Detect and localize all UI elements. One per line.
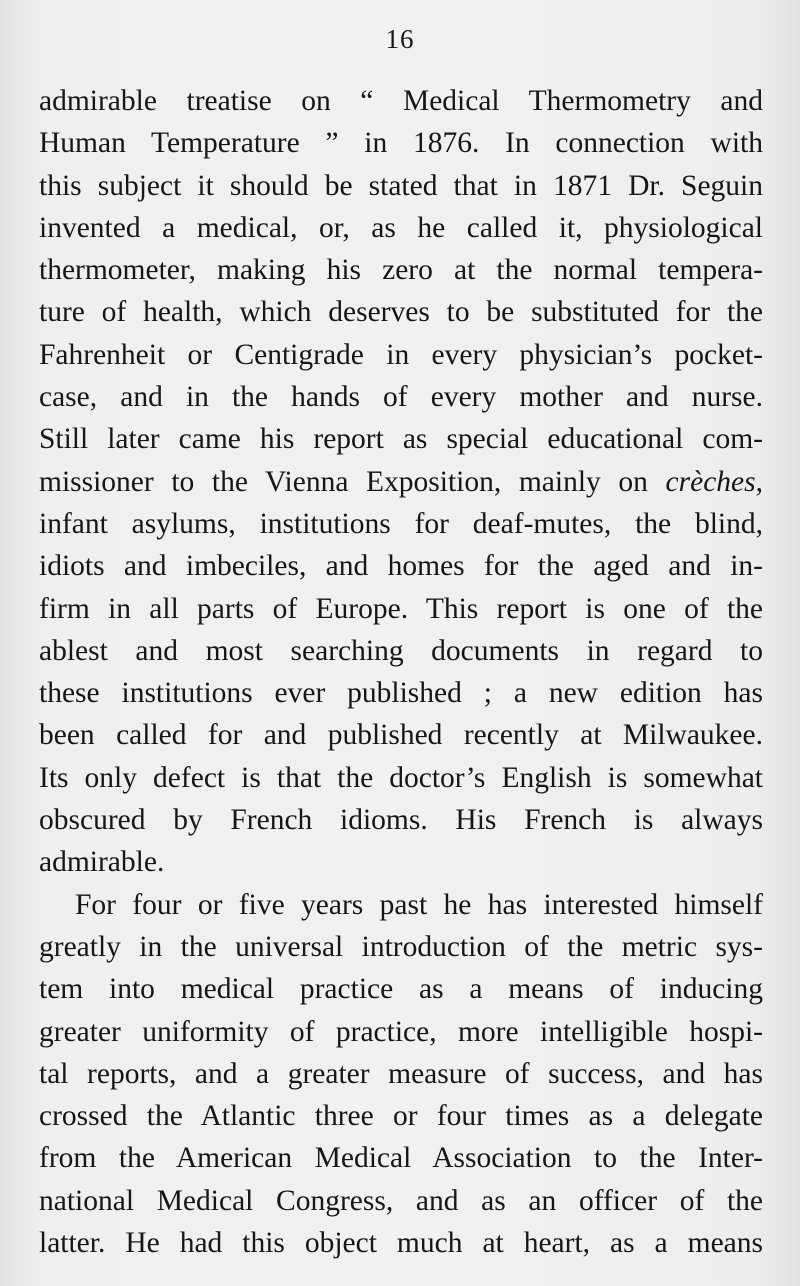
text-line: firm in all parts of Europe. This report is one of the [39, 592, 763, 625]
text-line: from the American Medical Association to the Inter- [39, 1142, 763, 1175]
paragraph-2 [39, 884, 763, 1265]
text-line: this subject it should be stated that in 1871 Dr. Seguin [39, 169, 763, 202]
text-line: idiots and imbeciles, and homes for the aged and in- [39, 550, 763, 583]
paragraph-1 [39, 80, 763, 884]
text-line: For four or five years past he has interested himself [75, 888, 763, 921]
text-line: Human Temperature ” in 1876. In connection with [39, 127, 763, 160]
text-line: admirable treatise on “ Medical Thermometry and [39, 85, 763, 117]
text-line: national Medical Congress, and as an officer of the [39, 1184, 763, 1217]
text-line: obscured by French idioms. His French is always [39, 804, 763, 837]
text-line: thermometer, making his zero at the normal tempera- [39, 254, 763, 287]
text-line: ablest and most searching documents in regard to [39, 634, 763, 667]
text-line: invented a medical, or, as he called it, physiological [39, 211, 763, 244]
text-line: case, and in the hands of every mother and nurse. [39, 381, 763, 414]
text-line: greater uniformity of practice, more intelligible hospi- [39, 1015, 763, 1048]
text-line: infant asylums, institutions for deaf-mutes, the blind, [39, 507, 763, 540]
text-line: Fahrenheit or Centigrade in every physician’s pocket- [39, 338, 763, 371]
text-line: Its only defect is that the doctor’s English is somewhat [39, 761, 763, 794]
text-line: been called for and published recently at Milwaukee. [39, 719, 763, 752]
italic-word: crèches [665, 465, 756, 498]
text-line: crossed the Atlantic three or four times as a delegate [39, 1100, 763, 1133]
text-line: tal reports, and a greater measure of success, and has [39, 1057, 763, 1090]
text-line: tem into medical practice as a means of inducing [39, 973, 763, 1006]
body-text [39, 80, 763, 1264]
text-line: missioner to the Vienna Exposition, mainly on crèches, [39, 465, 763, 498]
text-line: Still later came his report as special educational com- [39, 423, 763, 456]
text-line: these institutions ever published ; a new edition has [39, 677, 763, 710]
text-line: greatly in the universal introduction of the metric sys- [39, 930, 763, 963]
text-line: latter. He had this object much at heart, as a means [39, 1227, 763, 1260]
page-number: 16 [385, 24, 415, 54]
text-line: admirable. [39, 846, 165, 879]
text-line: ture of health, which deserves to be substituted for the [39, 296, 763, 329]
